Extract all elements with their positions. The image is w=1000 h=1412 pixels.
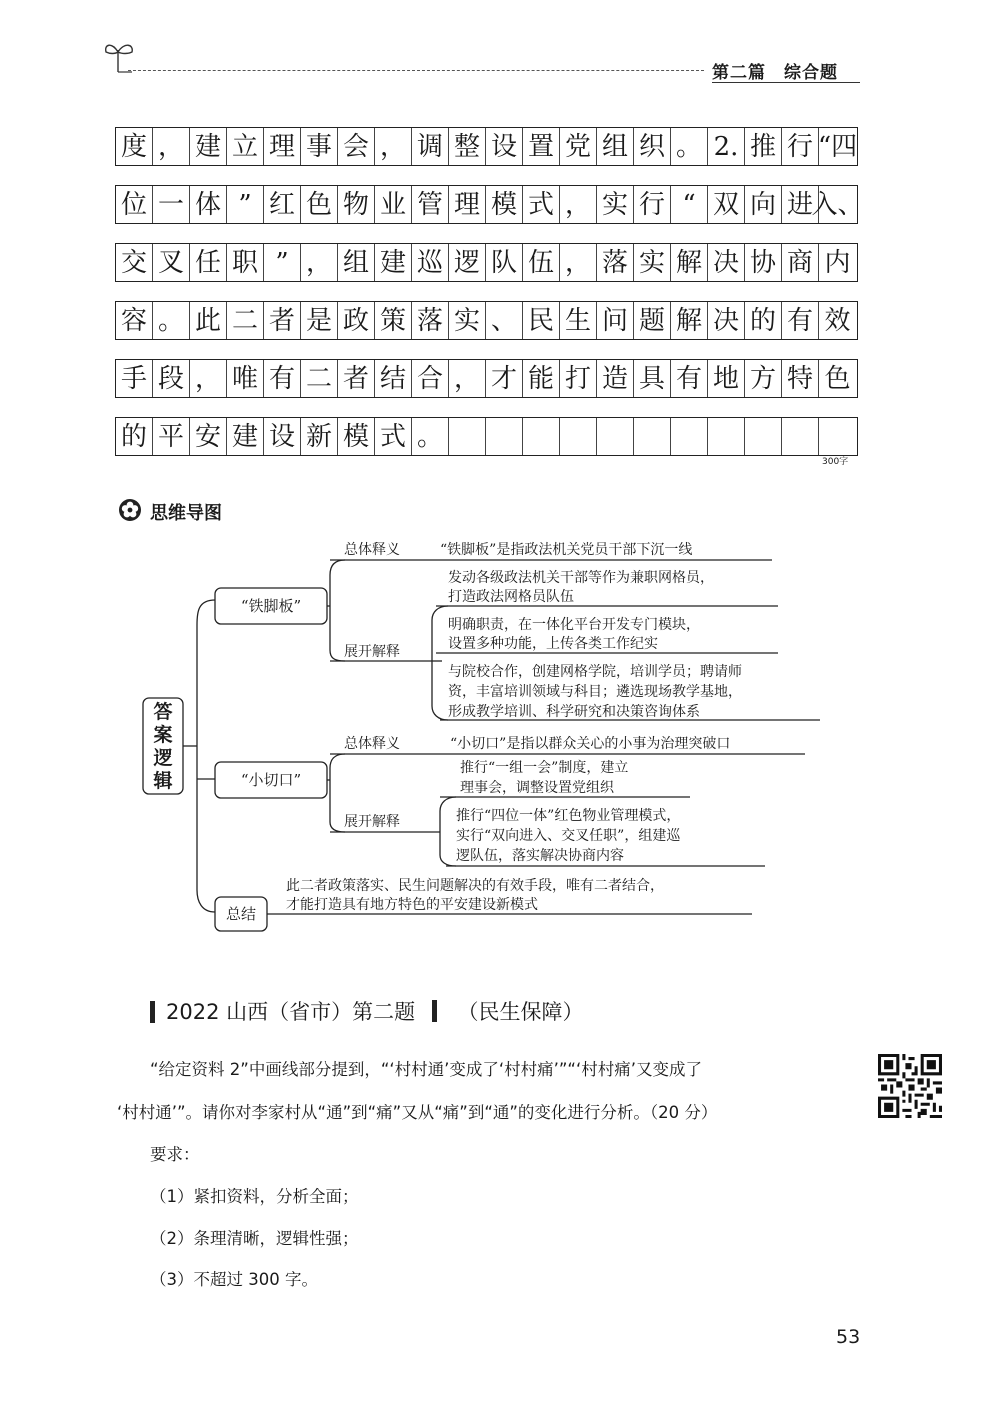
grid-cell: 。 (671, 128, 708, 165)
grid-cell: 政 (338, 302, 375, 339)
grid-cell: 合 (412, 360, 449, 397)
explain-line: 资，丰富培训领域与科目；遴选现场教学基地， (448, 684, 742, 700)
grid-cell: ， (190, 360, 227, 397)
branch-label: “小切口” (240, 771, 302, 789)
explain-line: 形成教学培训、科学研究和决策咨询体系 (448, 704, 700, 720)
grid-cell: 安 (190, 418, 227, 455)
grid-cell: 决 (708, 302, 745, 339)
grid-cell: 业 (375, 186, 412, 223)
grid-cell: 效 (824, 305, 851, 336)
grid-cell: 组 (338, 244, 375, 281)
explain-line: 推行“四位一体”红色物业管理模式， (456, 808, 681, 824)
grid-cell: 有 (264, 360, 301, 397)
question-para: ‘村村通’”。请你对李家村从“通”到“痛”又从“痛”到“通”的变化进行分析。（20 分） (117, 1103, 718, 1122)
explain-line: 与院校合作，创建网格学院，培训学员；聘请师 (448, 664, 742, 680)
grid-cell: ” (264, 244, 301, 281)
grid-cell: 入、 (811, 189, 864, 220)
grid-cell: 者 (338, 360, 375, 397)
grid-cell: 商 (782, 244, 819, 281)
grid-cell: 式 (523, 186, 560, 223)
grid-cell: 手 (116, 360, 153, 397)
explain-label: 展开解释 (344, 644, 400, 660)
explain-line: 明确职责，在一体化平台开发专门模块， (448, 617, 700, 633)
grid-cell: 此 (190, 302, 227, 339)
grid-cell: 伍 (523, 244, 560, 281)
grid-cell: 、 (486, 302, 523, 339)
grid-cell: 事 (301, 128, 338, 165)
grid-cell: 党 (560, 128, 597, 165)
grid-cell: 方 (745, 360, 782, 397)
grid-cell: 会 (338, 128, 375, 165)
grid-cell: 建 (375, 244, 412, 281)
grid-cell: 内 (824, 247, 851, 278)
grid-cell: 职 (227, 244, 264, 281)
grid-cell: 落 (412, 302, 449, 339)
grid-cell: ， (375, 128, 412, 165)
branch-label: “铁脚板” (240, 597, 302, 615)
grid-cell: 色 (824, 363, 851, 394)
requirement-item: （3）不超过 300 字。 (150, 1270, 318, 1289)
grid-cell: 策 (375, 302, 412, 339)
grid-cell: 设 (264, 418, 301, 455)
grid-cell: 新 (301, 418, 338, 455)
grid-cell: 有 (671, 360, 708, 397)
grid-cell: 者 (264, 302, 301, 339)
grid-cell: 民 (523, 302, 560, 339)
grid-cell: 交 (116, 244, 153, 281)
section-title: 第二篇 综合题 (712, 63, 838, 83)
page-number: 53 (836, 1326, 861, 1348)
grid-cell: 一 (153, 186, 190, 223)
grid-cell: 解 (671, 302, 708, 339)
grid-cell: 实 (634, 244, 671, 281)
grid-cell: 物 (338, 186, 375, 223)
question-title-text: 2022 山西（省市）第二题 (166, 1000, 416, 1024)
grid-cell: 式 (375, 418, 412, 455)
grid-cell: 的 (745, 302, 782, 339)
grid-cell: 二 (301, 360, 338, 397)
grid-cell: 行 (634, 186, 671, 223)
grid-cell: 落 (597, 244, 634, 281)
grid-cell: 题 (634, 302, 671, 339)
overall-label: 总体释义 (344, 542, 400, 558)
summary-line: 才能打造具有地方特色的平安建设新模式 (286, 897, 538, 913)
grid-cell: 置 (523, 128, 560, 165)
question-topic: （民生保障） (457, 1000, 584, 1024)
grid-cell: 进 (782, 186, 819, 223)
grid-cell: 双 (708, 186, 745, 223)
requirements-label: 要求： (150, 1145, 200, 1164)
root-char: 案 (153, 724, 173, 746)
grid-cell: 协 (745, 244, 782, 281)
grid-cell: 二 (227, 302, 264, 339)
grid-cell: 体 (190, 186, 227, 223)
grid-cell: 模 (486, 186, 523, 223)
grid-cell: 管 (412, 186, 449, 223)
requirement-item: （1）紧扣资料，分析全面； (150, 1187, 359, 1206)
grid-cell: ， (449, 360, 486, 397)
qr-code-icon[interactable] (878, 1054, 942, 1118)
root-char: 答 (153, 701, 173, 723)
overall-label: 总体释义 (344, 736, 400, 752)
grid-cell: 2. (708, 128, 745, 165)
grid-cell: 组 (597, 128, 634, 165)
grid-cell: 逻 (449, 244, 486, 281)
branch-label: 总结 (225, 905, 257, 923)
grid-cell: 任 (190, 244, 227, 281)
grid-cell: 具 (634, 360, 671, 397)
grid-cell: 地 (708, 360, 745, 397)
grid-cell: 队 (486, 244, 523, 281)
grid-cell: 。 (153, 302, 190, 339)
explain-label: 展开解释 (344, 814, 400, 830)
grid-cell: 度 (116, 128, 153, 165)
grid-cell: 解 (671, 244, 708, 281)
grid-cell: 有 (782, 302, 819, 339)
grid-cell: 造 (597, 360, 634, 397)
grid-cell: ， (301, 244, 338, 281)
grid-cell: 才 (486, 360, 523, 397)
grid-cell: 实 (449, 302, 486, 339)
grid-cell: 容 (116, 302, 153, 339)
grid-cell: 唯 (227, 360, 264, 397)
grid-cell: 推 (745, 128, 782, 165)
grid-cell: 能 (523, 360, 560, 397)
grid-cell: 建 (227, 418, 264, 455)
requirement-item: （2）条理清晰，逻辑性强； (150, 1229, 359, 1248)
summary-line: 此二者政策落实、民生问题解决的有效手段，唯有二者结合， (286, 878, 664, 894)
explain-line: 推行“一组一会”制度，建立 (460, 760, 629, 776)
grid-cell: 决 (708, 244, 745, 281)
grid-cell: 调 (412, 128, 449, 165)
grid-cell: 特 (782, 360, 819, 397)
grid-cell: 打 (560, 360, 597, 397)
explain-line: 实行“双向进入、交叉任职”，组建巡 (456, 828, 681, 844)
grid-cell: 是 (301, 302, 338, 339)
grid-cell: 平 (153, 418, 190, 455)
overall-text: “铁脚板”是指政法机关党员干部下沉一线 (440, 542, 693, 558)
explain-line: 设置多种功能，上传各类工作纪实 (448, 636, 658, 652)
grid-cell: ， (560, 186, 597, 223)
grid-cell: 理 (264, 128, 301, 165)
explain-line: 发动各级政法机关干部等作为兼职网格员， (448, 570, 714, 586)
grid-cell: 行 (782, 128, 819, 165)
grid-cell: 模 (338, 418, 375, 455)
grid-cell: 生 (560, 302, 597, 339)
question-para: “给定资料 2”中画线部分提到，“‘村村通’变成了‘村村痛’”“‘村村痛’又变成了 (150, 1060, 702, 1079)
grid-cell: “四 (817, 131, 858, 162)
grid-cell: 巡 (412, 244, 449, 281)
question-title (150, 996, 584, 1026)
grid-cell: 红 (264, 186, 301, 223)
grid-cell: 段 (153, 360, 190, 397)
title-bar-right (432, 1000, 437, 1022)
word-count-label: 300字 (822, 457, 849, 467)
grid-cell: 结 (375, 360, 412, 397)
root-char: 逻 (153, 747, 173, 769)
grid-cell: 整 (449, 128, 486, 165)
grid-cell: 问 (597, 302, 634, 339)
root-char: 辑 (153, 770, 173, 792)
grid-cell: ， (560, 244, 597, 281)
grid-cell: 。 (412, 418, 449, 455)
grid-cell: 理 (449, 186, 486, 223)
grid-cell: 织 (634, 128, 671, 165)
grid-cell: 设 (486, 128, 523, 165)
explain-line: 理事会，调整设置党组织 (460, 780, 614, 796)
grid-cell: 立 (227, 128, 264, 165)
grid-cell: 色 (301, 186, 338, 223)
mindmap-heading: 思维导图 (150, 503, 222, 524)
grid-cell: “ (671, 186, 708, 223)
grid-cell: 向 (745, 186, 782, 223)
grid-cell: 的 (116, 418, 153, 455)
grid-cell: 建 (190, 128, 227, 165)
grid-cell: 叉 (153, 244, 190, 281)
grid-cell: ” (227, 186, 264, 223)
explain-line: 逻队伍，落实解决协商内容 (456, 848, 624, 864)
explain-line: 打造政法网格员队伍 (448, 589, 574, 605)
grid-cell: ， (153, 128, 190, 165)
grid-cell: 位 (116, 186, 153, 223)
overall-text: “小切口”是指以群众关心的小事为治理突破口 (450, 736, 731, 752)
grid-cell: 实 (597, 186, 634, 223)
